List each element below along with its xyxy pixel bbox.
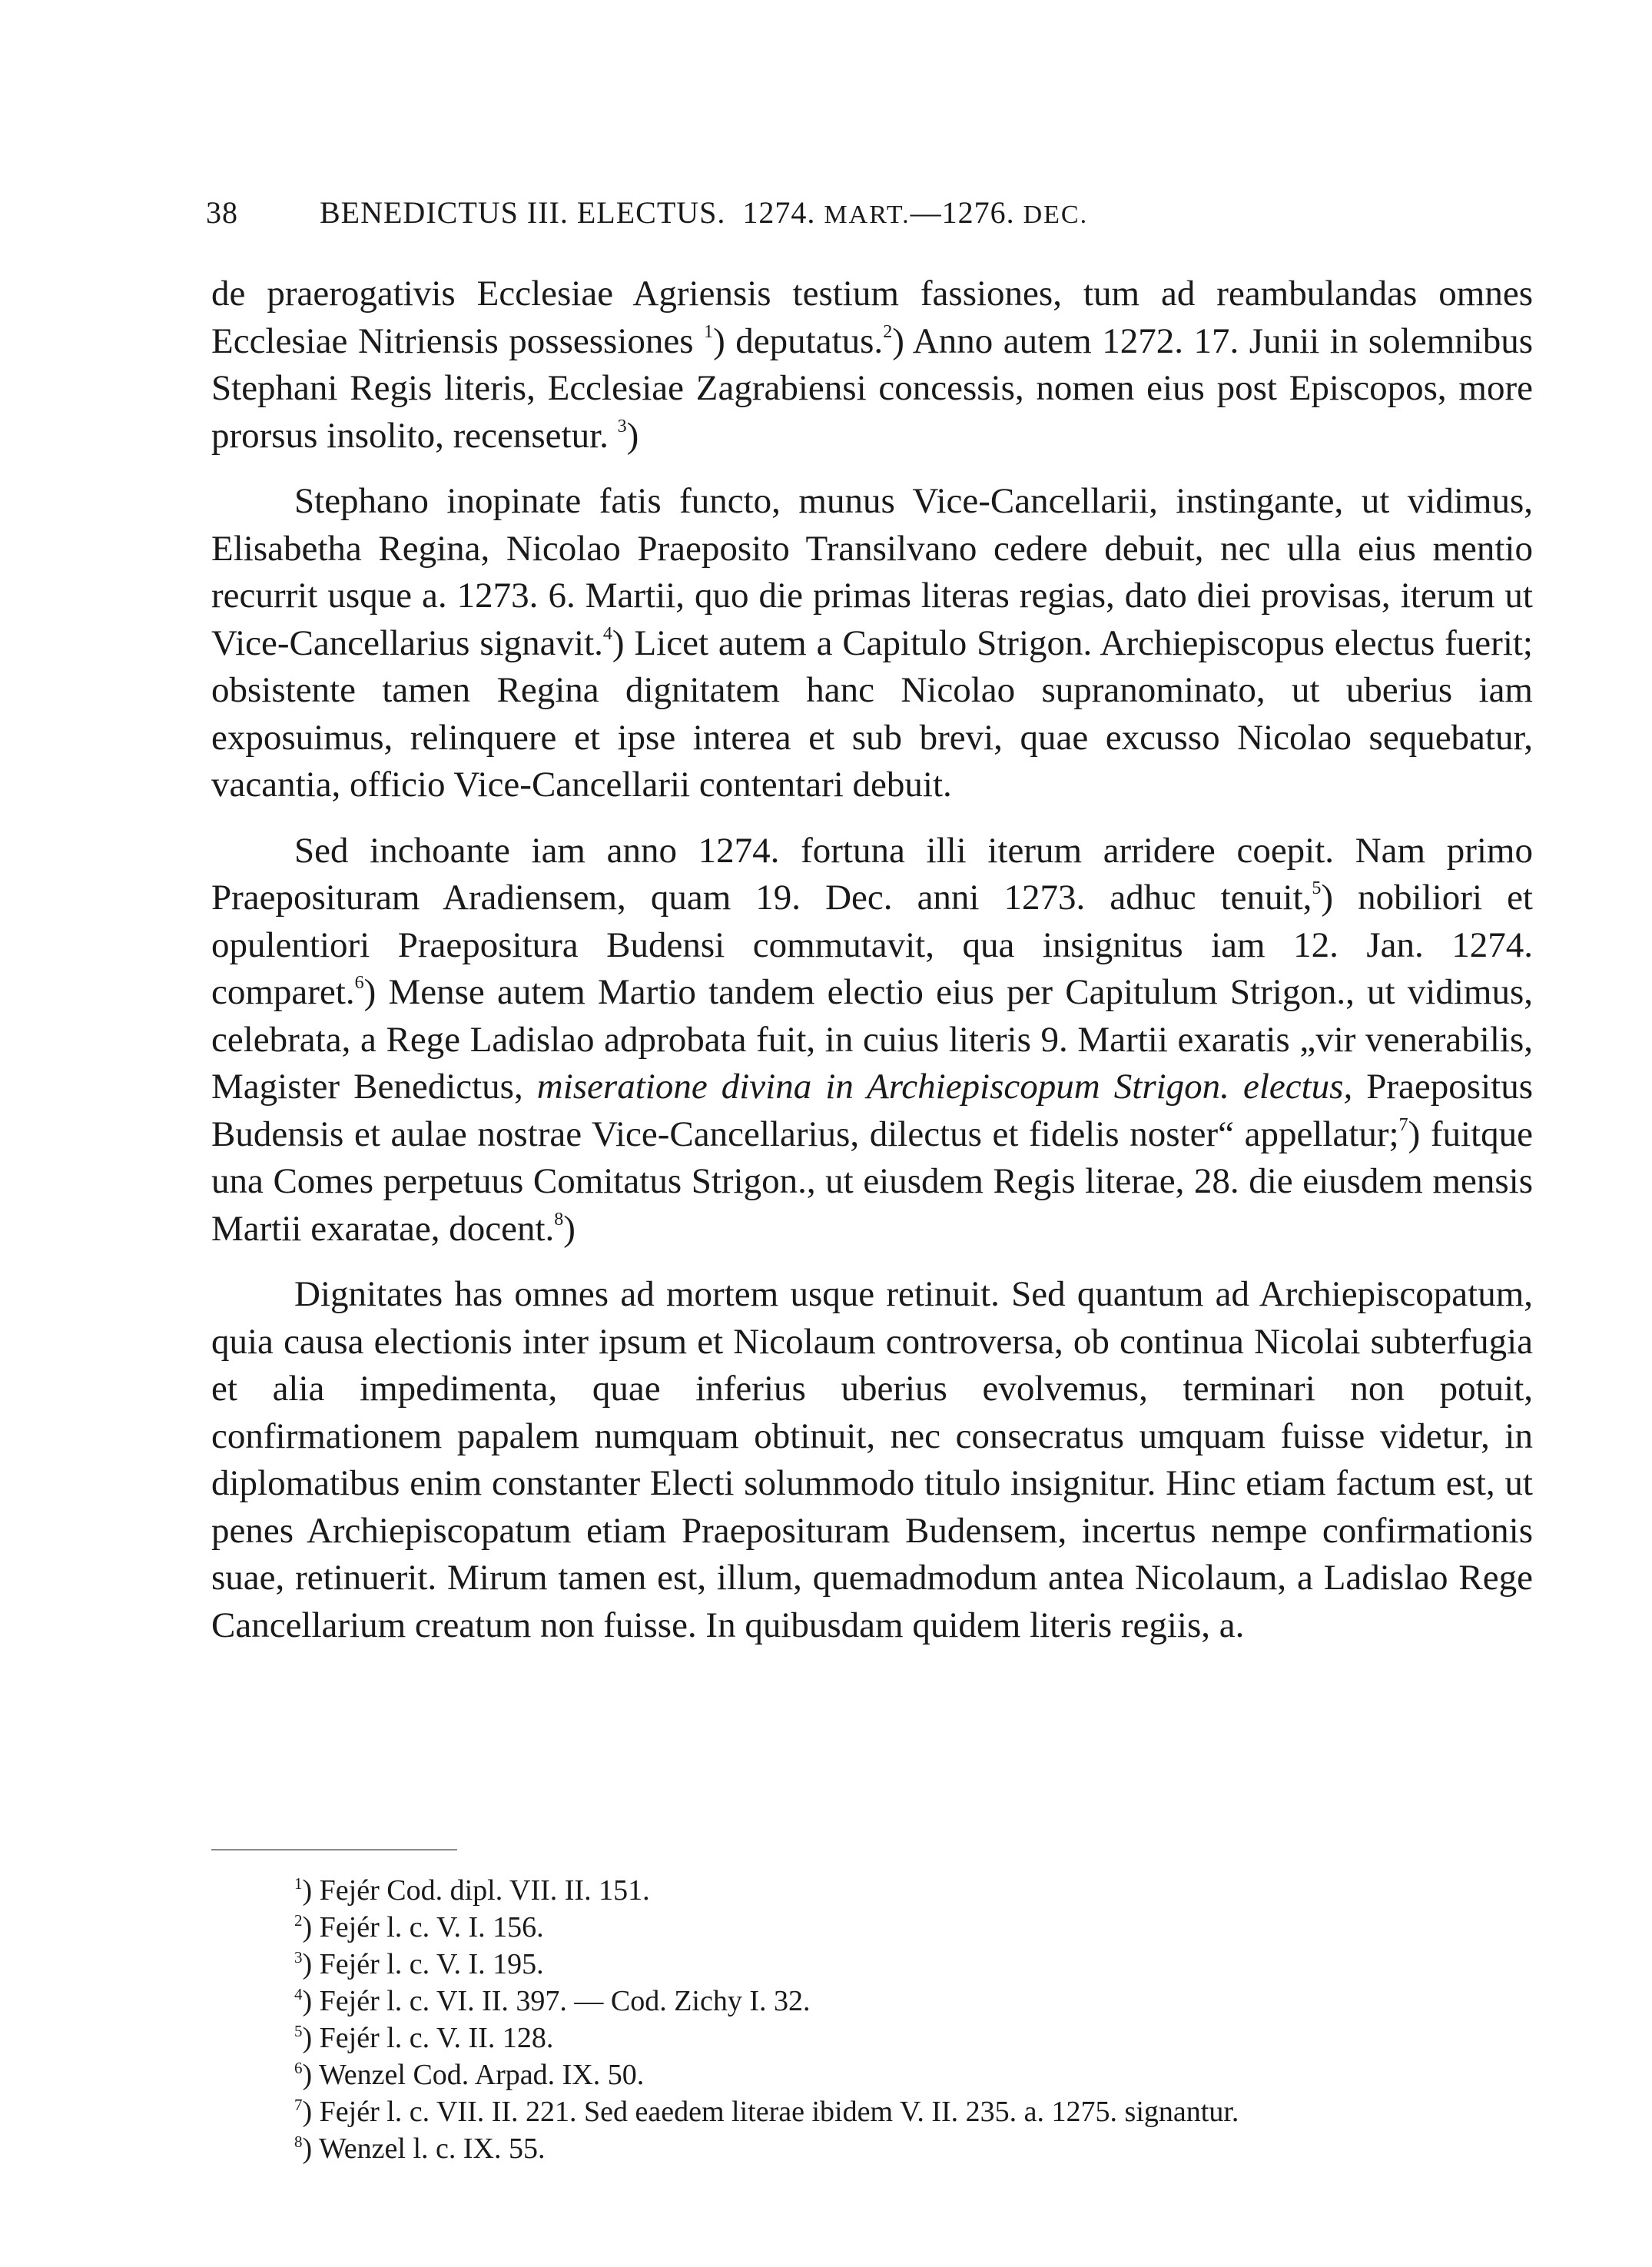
footnote-ref: 2 — [883, 321, 893, 342]
running-title — [320, 194, 1088, 234]
footnote-text: ) Fejér l. c. V. I. 156. — [302, 1911, 544, 1943]
footnote-1 — [294, 1872, 1524, 1909]
text-run: Stephano inopinate fatis functo, munus Vice-Cancellarii, instingante, ut vidimus, Elisabetha Regina, Nicolao Praeposito Transilvano cedere debuit, nec ulla eius mentio recurrit usque a. 1273. 6. Martii, quo die primas literas regias, dato diei provisas, iterum ut Vice-Cancellarius signavit. — [211, 481, 1533, 663]
footnote-ref: 7 — [1398, 1114, 1408, 1135]
footnote-ref: 5 — [1312, 878, 1322, 898]
text-run: ) fuitque una Comes perpetuus Comitatus Strigon., ut eiusdem Regis literae, 28. die eiusdem mensis Martii exaratae, docent. — [211, 1114, 1534, 1249]
header-year-end: 1276. — [941, 195, 1015, 230]
footnote-divider — [211, 1849, 457, 1850]
footnote-ref: 4 — [602, 623, 612, 644]
footnotes — [294, 1872, 1524, 2167]
footnote-number: 3 — [294, 1948, 303, 1967]
paragraph-2 — [211, 478, 1533, 809]
footnote-3 — [294, 1946, 1524, 1983]
footnote-ref: 3 — [617, 416, 627, 436]
footnote-text: ) Fejér l. c. V. II. 128. — [302, 2022, 554, 2054]
header-month-start: MART. — [824, 201, 911, 229]
footnote-ref: 6 — [354, 973, 364, 993]
footnote-text: ) Fejér l. c. VI. II. 397. — Cod. Zichy I. 32. — [302, 1985, 811, 2017]
footnote-text: ) Fejér Cod. dipl. VII. II. 151. — [302, 1874, 650, 1907]
footnote-5 — [294, 2020, 1524, 2056]
main-text — [211, 271, 1533, 1649]
footnote-number: 4 — [294, 1985, 303, 2003]
footnote-number: 8 — [294, 2133, 303, 2151]
footnote-number: 6 — [294, 2059, 303, 2077]
footnote-text: ) Fejér l. c. V. I. 195. — [302, 1948, 544, 1980]
text-run: ) — [626, 415, 639, 456]
footnote-2 — [294, 1909, 1524, 1946]
header-dash: — — [910, 195, 942, 230]
italic-quotation: miseratione divina in Archiepiscopum Strigon. electus, — [536, 1067, 1353, 1107]
text-run: Praepositus Budensis et aulae nostrae Vice-Cancellarius, dilectus et fidelis noster“ appellatur; — [211, 1067, 1533, 1154]
paragraph-3 — [211, 828, 1533, 1253]
header-year-start: 1274. — [742, 195, 816, 230]
footnote-ref: 8 — [554, 1209, 564, 1230]
footnote-text: ) Fejér l. c. VII. II. 221. Sed eaedem literae ibidem V. II. 235. a. 1275. signantur. — [302, 2096, 1239, 2128]
footnote-ref: 1 — [704, 321, 714, 342]
footnote-7 — [294, 2093, 1524, 2130]
footnote-number: 1 — [294, 1874, 303, 1893]
text-run: Dignitates has omnes ad mortem usque retinuit. Sed quantum ad Archiepiscopatum, quia causa electionis inter ipsum et Nicolaum controversa, ob continua Nicolai subterfugia et alia impedimenta, quae inferius uberius evolvemus, terminari non potuit, confirmationem papalem numquam obtinuit, nec consecratus umquam fuisse videtur, in diplomatibus enim constanter Electi solummodo titulo insignitur. Hinc etiam factum est, ut penes Archiepiscopatum etiam Praeposituram Budensem, incertus nempe confirmationis suae, retinuerit. Mirum tamen est, illum, quemadmodum antea Nicolaum, a Ladislao Rege Cancellarium creatum non fuisse. In quibusdam quidem literis regiis, a. — [211, 1274, 1533, 1645]
footnote-text: ) Wenzel l. c. IX. 55. — [302, 2133, 546, 2165]
text-run: ) Licet autem a Capitulo Strigon. Archiepiscopus electus fuerit; obsistente tamen Regina dignitatem hanc Nicolao supranominato, ut uberius iam exposuimus, relinquere et ipse interea et sub brevi, quae excusso Nicolao sequebatur, vacantia, officio Vice-Cancellarii contentari debuit. — [211, 622, 1533, 805]
paragraph-4 — [211, 1271, 1533, 1649]
footnote-number: 2 — [294, 1911, 303, 1930]
header-month-end: DEC. — [1023, 201, 1089, 229]
footnote-8 — [294, 2130, 1524, 2167]
text-run: Sed inchoante iam anno 1274. fortuna illi iterum arridere coepit. Nam primo Praeposituram Aradiensem, quam 19. Dec. anni 1273. adhuc tenuit, — [211, 830, 1533, 918]
text-run: ) deputatus. — [713, 320, 884, 361]
footnote-6 — [294, 2056, 1524, 2093]
text-run: ) Anno autem 1272. 17. Junii in solemnibus Stephani Regis literis, Ecclesiae Zagrabiensi concessis, nomen eius post Episcopos, more prorsus insolito, recensetur. — [211, 320, 1534, 456]
footnote-number: 7 — [294, 2096, 303, 2114]
footnote-number: 5 — [294, 2022, 303, 2040]
footnote-4 — [294, 1983, 1524, 2020]
text-run: ) — [563, 1208, 576, 1249]
running-header — [206, 194, 1405, 232]
text-run: ) Mense autem Martio tandem electio eius per Capitulum Strigon., ut vidimus, celebrata, a Rege Ladislao adprobata fuit, in cuius literis 9. Martii exaratis „vir venerabilis, Magister Benedictus, — [211, 972, 1533, 1107]
text-run: ) nobiliori et opulentiori Praepositura Budensi commutavit, qua insignitus iam 12. Jan. 1274. comparet. — [211, 878, 1533, 1012]
running-title-text: BENEDICTUS III. ELECTUS. — [320, 195, 726, 230]
paragraph-1 — [211, 271, 1533, 460]
page-number: 38 — [206, 195, 238, 230]
footnote-text: ) Wenzel Cod. Arpad. IX. 50. — [302, 2059, 645, 2091]
text-run: de praerogativis Ecclesiae Agriensis testium fassiones, tum ad reambulandas omnes Ecclesiae Nitriensis possessiones — [211, 274, 1533, 361]
